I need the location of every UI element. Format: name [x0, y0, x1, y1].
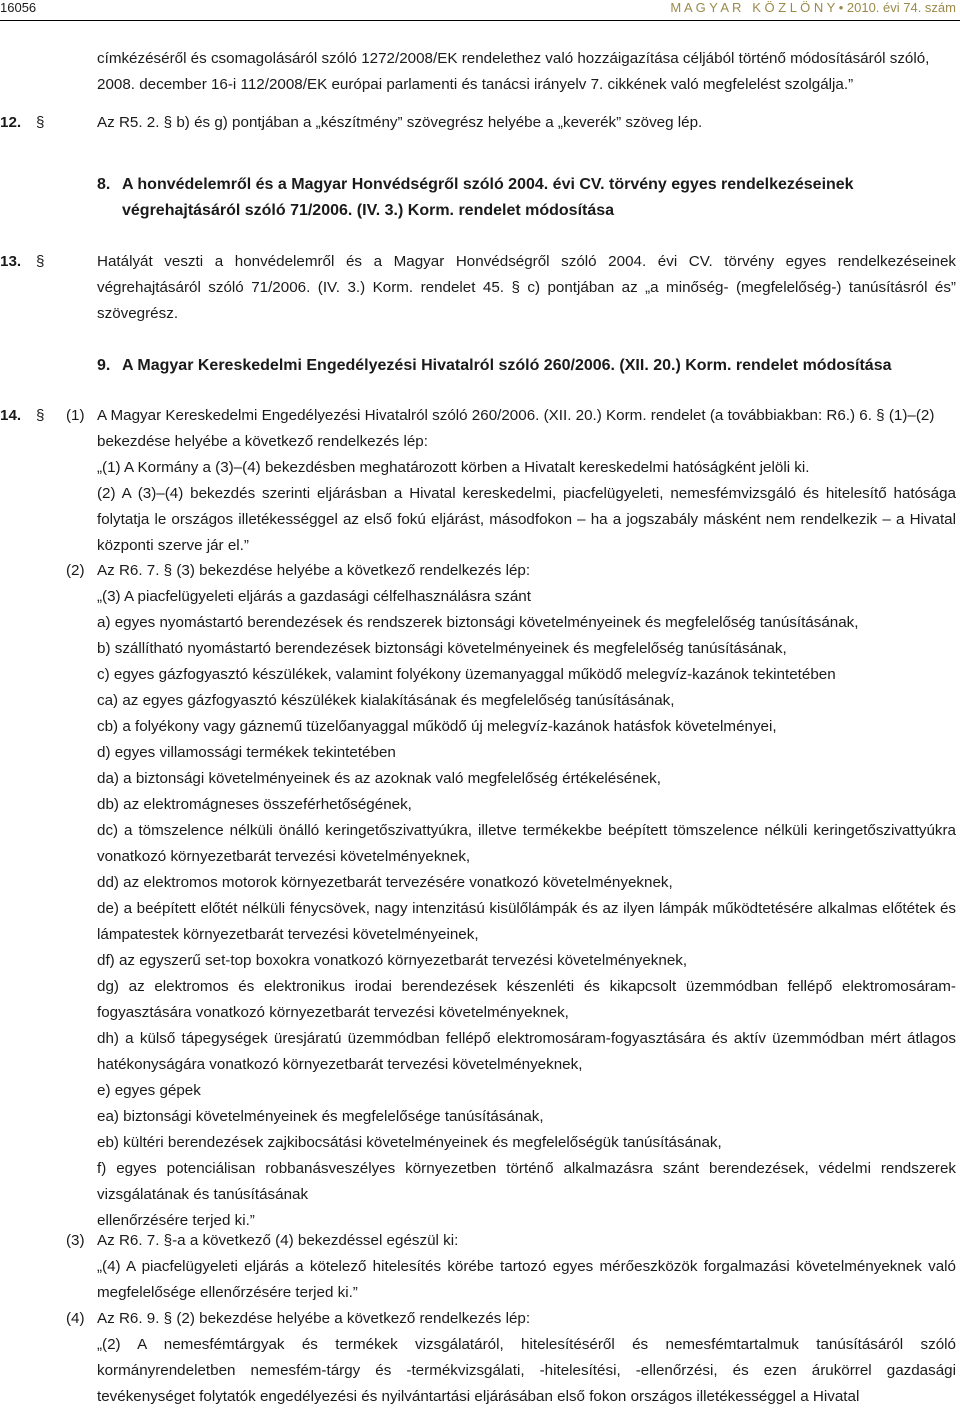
list-item: dd) az elektromos motorok környezetbarát tervezésére vonatkozó követelményeknek,	[97, 874, 673, 891]
page-number: 16056	[0, 0, 37, 15]
paragraph-4-intro: Az R6. 9. § (2) bekezdése helyébe a következő rendelkezés lép:	[97, 1310, 531, 1327]
list-item: cb) a folyékony vagy gáznemű tüzelőanyaggal működő új melegvíz-kazánok hatásfok követelményei,	[97, 718, 777, 735]
list-item: ea) biztonsági követelményeinek és megfelelősége tanúsításának,	[97, 1108, 544, 1125]
paragraph-2-number: (2)	[66, 562, 85, 579]
section-13-number: 13.	[0, 253, 22, 270]
list-item: dh) a külső tápegységek üresjáratú üzemmódban fellépő elektromosáram-fogyasztására és aktív üzemmódban mért átlagos hatékonyságára vonatkozó környezetbarát tervezési követelményeknek,	[97, 1030, 956, 1073]
issue-label: 2010. évi 74. szám	[846, 0, 956, 15]
list-item: ca) az egyes gázfogyasztó készülékek kialakításának és megfelelőség tanúsításának,	[97, 692, 675, 709]
section-13-text: Hatályát veszti a honvédelemről és a Magyar Honvédségről szóló 2004. évi CV. törvény egyes rendelkezéseinek végrehajtásáról szóló 71/2006. (IV. 3.) Korm. rendelet 45. § c) pontjában az „a minőség- (megfelelőség-) tanúsításról és” szövegrész.	[97, 253, 956, 322]
heading-9-title: A Magyar Kereskedelmi Engedélyezési Hivatalról szóló 260/2006. (XII. 20.) Korm. rendelet módosítása	[122, 357, 892, 374]
section-12-number: 12.	[0, 114, 22, 131]
paragraph-2-intro: Az R6. 7. § (3) bekezdése helyébe a következő rendelkezés lép:	[97, 562, 531, 579]
section-sign: §	[36, 253, 45, 270]
paragraph-4-number: (4)	[66, 1310, 85, 1327]
list-item: e) egyes gépek	[97, 1082, 201, 1099]
list-item: dc) a tömszelence nélküli önálló keringetőszivattyúkra, illetve termékekbe beépített tömszelence nélküli keringetőszivattyúkra vonatkozó környezetbarát tervezési követelményeknek,	[97, 822, 956, 865]
list-item: d) egyes villamossági termékek tekintetében	[97, 744, 396, 761]
list-item: dg) az elektromos és elektronikus irodai berendezések készenléti és kikapcsolt üzemmódban fellépő elektromosáram-fogyasztására vonatkozó környezetbarát tervezési követelményeknek,	[97, 978, 956, 1021]
paragraph-2	[97, 558, 956, 1234]
list-item: c) egyes gázfogyasztó készülékek, valamint folyékony üzemanyaggal működő melegvíz-kazánok tekintetében	[97, 666, 836, 683]
journal-name: M A G Y A R K Ö Z L Ö N Y	[670, 0, 836, 15]
intro-paragraph: címkézéséről és csomagolásáról szóló 1272/2008/EK rendelethez való hozzáigazítása céljából történő módosításáról szóló, 2008. december 16-i 112/2008/EK európai parlamenti és tanácsi irányelv 7. cikkének való megfelelést szolgálja.”	[97, 50, 930, 93]
paragraph-1-number: (1)	[66, 407, 85, 424]
bullet-separator: •	[838, 0, 847, 15]
list-item: de) a beépített előtét nélküli fénycsövek, nagy intenzitású kisülőlámpák és az ilyen lámpák működtetésére alkalmas előtétek és lámpatestek környezetbarát tervezési követelményeinek,	[97, 900, 956, 943]
list-item: „(3) A piacfelügyeleti eljárás a gazdasági célfelhasználásra szánt	[97, 588, 531, 605]
paragraph-3-intro: Az R6. 7. §-a a következő (4) bekezdéssel egészül ki:	[97, 1232, 459, 1249]
paragraph-1-quote-1: „(1) A Kormány a (3)–(4) bekezdésben meghatározott körben a Hivatalt kereskedelmi hatóságként jelöli ki.	[97, 459, 810, 476]
list-item: da) a biztonsági követelményeinek és az azoknak való megfelelőség értékelésének,	[97, 770, 661, 787]
header-rule	[0, 20, 960, 21]
journal-title	[670, 0, 956, 16]
heading-8-title: A honvédelemről és a Magyar Honvédségről szóló 2004. évi CV. törvény egyes rendelkezéseinek végrehajtásáról szóló 71/2006. (IV. 3.) Korm. rendelet módosítása	[122, 176, 854, 219]
list-item: b) szállítható nyomástartó berendezések biztonsági követelményeinek és megfelelőség tanúsításának,	[97, 640, 787, 657]
paragraph-3-quote: „(4) A piacfelügyeleti eljárás a kötelező hitelesítés körébe tartozó egyes mérőeszközök forgalmazási követelményeknek való megfelelősége ellenőrzésére terjed ki.”	[97, 1258, 956, 1301]
paragraph-3	[97, 1228, 956, 1306]
list-item: df) az egyszerű set-top boxokra vonatkozó környezetbarát tervezési követelményeknek,	[97, 952, 688, 969]
paragraph-1-intro: A Magyar Kereskedelmi Engedélyezési Hivatalról szóló 260/2006. (XII. 20.) Korm. rendelet (a továbbiakban: R6.) 6. § (1)–(2) bekezdése helyébe a következő rendelkezés lép:	[97, 407, 935, 450]
paragraph-1-quote-2: (2) A (3)–(4) bekezdés szerinti eljárásban a Hivatal kereskedelmi, piacfelügyeleti, nemesfémvizsgáló és hitelesítő hatósága folytatja le országos illetékességgel az első fokú eljárást, másodfokon – ha a jogszabály másként nem rendelkezik – a Hivatal központi szerve jár el.”	[97, 485, 956, 554]
page-header	[0, 0, 960, 26]
heading-8-number: 8.	[97, 176, 111, 193]
section-sign: §	[36, 407, 45, 424]
section-12-text: Az R5. 2. § b) és g) pontjában a „készítmény” szövegrész helyébe a „keverék” szöveg lép.	[97, 114, 703, 131]
section-sign: §	[36, 114, 45, 131]
paragraph-4	[97, 1306, 956, 1410]
paragraph-4-quote: „(2) A nemesfémtárgyak és termékek vizsgálatáról, hitelesítéséről és nemesfémtartalmuk tanúsításáról szóló kormányrendeletben nemesfém-tárgy és -termékvizsgálati, -hitelesítési, -ellenőrzési, és ezen árukörrel gazdasági tevékenységet folytatók engedélyezési és nyilvántartási eljárásában első fokon országos illetékességgel a Hivatal	[97, 1336, 956, 1405]
list-item: ellenőrzésére terjed ki.”	[97, 1212, 255, 1229]
paragraph-3-number: (3)	[66, 1232, 85, 1249]
paragraph-1	[97, 403, 956, 559]
heading-9-number: 9.	[97, 357, 111, 374]
list-item: f) egyes potenciálisan robbanásveszélyes környezetben történő alkalmazásra szánt berendezések, védelmi rendszerek vizsgálatának és tanúsításának	[97, 1160, 956, 1203]
list-item: a) egyes nyomástartó berendezések és rendszerek biztonsági követelményeinek és megfelelőség tanúsításának,	[97, 614, 859, 631]
list-item: eb) kültéri berendezések zajkibocsátási követelményeinek és megfelelőségük tanúsításának,	[97, 1134, 722, 1151]
list-item: db) az elektromágneses összeférhetőségének,	[97, 796, 412, 813]
section-14-number: 14.	[0, 407, 22, 424]
